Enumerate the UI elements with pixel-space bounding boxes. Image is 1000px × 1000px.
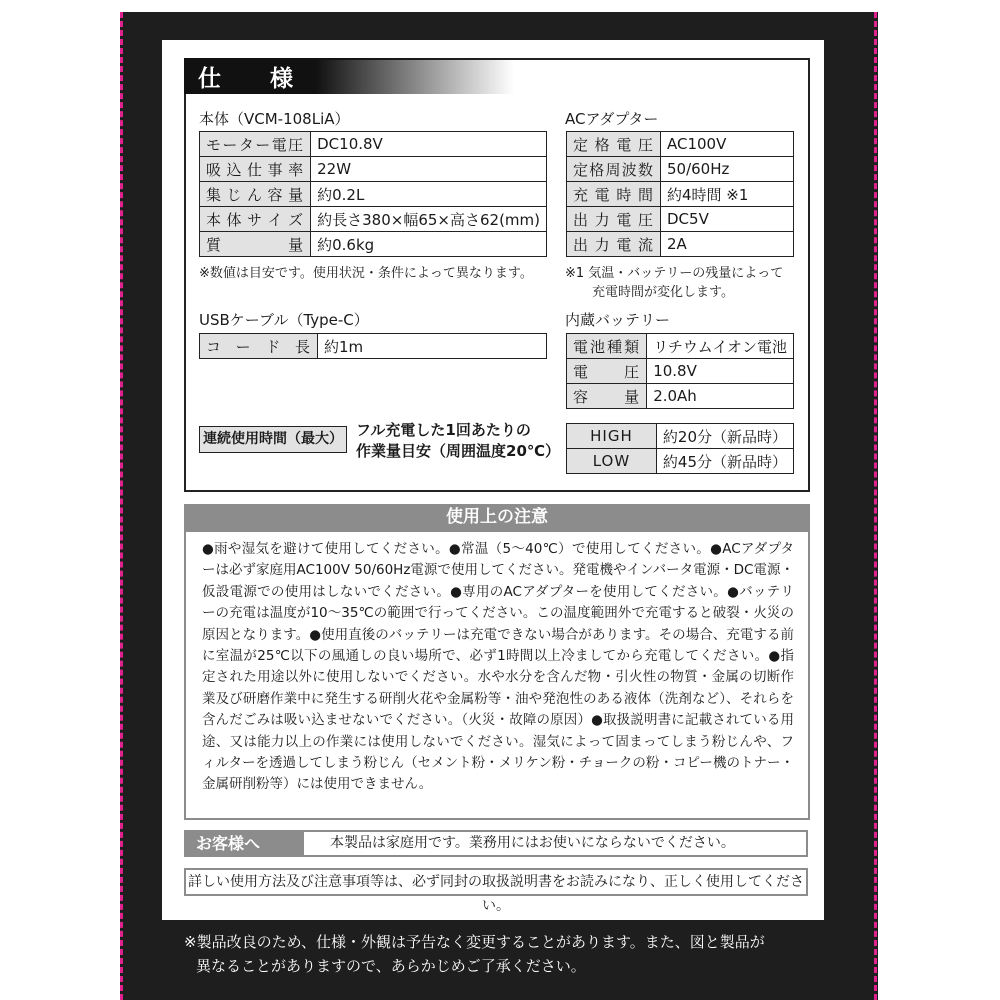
spec-label-text: 出 力 電 流 [573,235,654,254]
ac-adapter-spec-value: AC100V [661,132,794,157]
battery-spec-row [567,359,794,384]
main-unit-title: 本体（VCM-108LiA） [199,110,350,128]
main-unit-spec-label [200,207,311,232]
spec-label-text: モ ー タ ー 電 圧 [206,135,305,154]
caution-body: ●雨や湿気を避けて使用してください。●常温（5〜40℃）で使用してください。●ACアダプターは必ず家庭用AC100V 50/60Hz電源で使用してください。発電機やインバータ電源・DC電源・仮設電源での使用はしないでください。●専用のACアダプターを使用してください。●バッテリーの充電は温度が10〜35℃の範囲で行ってください。この温度範囲外で充電すると破裂・火災の原因となります。●使用直後のバッテリーは充電できない場合があります。その場合、充電する前に室温が25℃以下の風通しの良い場所で、必ず1時間以上冷ましてから充電してください。●指定された用途以外に使用しないでください。水や水分を含んだ物・引火性の物質・金属の切断作業及び研磨作業中に発生する研削火花や金属粉等・油や発泡性のある液体（洗剤など）、それらを含んだごみは吸い込ませないでください。（火災・故障の原因）●取扱説明書に記載されている用途、又は能力以上の作業には使用しないでください。湿気によって固まってしまう粉じんや、フィルターを透過してしまう粉じん（セメント粉・メリケン粉・チョークの粉・コピー機のトナー・金属研削粉等）には使用できません。 [202,541,794,793]
battery-spec-value: リチウムイオン電池 [647,334,794,359]
spec-label-text: 充 電 時 間 [573,185,654,204]
ac-adapter-spec-value: 2A [661,232,794,257]
runtime-label: LOW [567,449,657,474]
main-unit-spec-row [200,157,547,182]
ac-adapter-spec-label [567,207,661,232]
spec-label-text: 質 量 [206,235,305,254]
ac-adapter-note-1: ※1 気温・バッテリーの残量によって [565,266,784,281]
ac-adapter-title: ACアダプター [565,110,659,128]
battery-spec-label [567,359,647,384]
battery-spec-value: 2.0Ah [647,384,794,409]
main-unit-spec-value: 約0.2L [311,182,547,207]
ac-adapter-spec-row [567,132,794,157]
main-unit-spec-value: DC10.8V [311,132,547,157]
ac-adapter-spec-label [567,132,661,157]
spec-label-text: 本 体 サ イ ズ [206,210,305,229]
ac-adapter-spec-label [567,157,661,182]
main-unit-spec-value: 約0.6kg [311,232,547,257]
spec-header [184,58,514,94]
battery-title: 内蔵バッテリー [565,311,671,329]
ac-adapter-spec-value: DC5V [661,207,794,232]
battery-spec-row [567,334,794,359]
caution-box [184,530,810,820]
battery-spec-label [567,384,647,409]
main-unit-note: ※数値は目安です。使用状況・条件によって異なります。 [199,266,533,281]
manual-notice: 詳しい使用方法及び注意事項等は、必ず同封の取扱説明書をお読みになり、正しく使用してください。 [184,868,808,896]
ac-adapter-spec-row [567,157,794,182]
battery-spec-label [567,334,647,359]
ac-adapter-note-2: 充電時間が変化します。 [592,285,734,300]
spec-label-text: 出 力 電 圧 [573,210,654,229]
battery-table [566,333,794,409]
usb-cable-table [199,333,547,359]
spec-label-text: 電 池 種 類 [573,337,641,356]
runtime-table [566,423,794,474]
main-unit-spec-label [200,132,311,157]
battery-spec-row [567,384,794,409]
runtime-value: 約45分（新品時） [656,449,793,474]
dashed-border-right [874,12,877,1000]
main-unit-spec-row [200,182,547,207]
ac-adapter-spec-value: 50/60Hz [661,157,794,182]
battery-spec-value: 10.8V [647,359,794,384]
runtime-label: HIGH [567,424,657,449]
continuous-use-desc [356,420,560,462]
ac-adapter-spec-row [567,182,794,207]
ac-adapter-spec-value: 約4時間 ※1 [661,182,794,207]
continuous-use-label: 連続使用時間（最大） [199,426,347,453]
spec-header-char-2: 様 [270,66,293,92]
footer-line-2: 異なることがありますので、あらかじめご了承ください。 [196,957,586,975]
runtime-row [567,449,794,474]
dashed-border-left [120,12,123,1000]
spec-label-text: 定 格 周 波 数 [573,160,654,179]
continuous-use-desc-2: 作業量目安（周囲温度20℃） [356,442,561,460]
usb-cable-title: USBケーブル（Type-C） [199,311,369,329]
main-unit-spec-row [200,132,547,157]
spec-label-text: 吸 込 仕 事 率 [206,160,305,179]
ac-adapter-spec-label [567,232,661,257]
main-unit-spec-label [200,157,311,182]
spec-label-text: 定 格 電 圧 [573,135,654,154]
main-unit-spec-value: 22W [311,157,547,182]
continuous-use-desc-1: フル充電した1回あたりの [356,421,531,439]
spec-label-text: コ ー ド 長 [206,337,311,356]
spec-label-text: 集 じ ん 容 量 [206,185,305,204]
spec-label-text: 容 量 [573,387,641,406]
footer-line-1: ※製品改良のため、仕様・外観は予告なく変更することがあります。また、図と製品が [184,933,765,951]
spec-label-text: 電 圧 [573,362,641,381]
ac-adapter-spec-label [567,182,661,207]
footer-disclaimer [184,930,824,978]
main-unit-spec-value: 約長さ380×幅65×高さ62(mm) [311,207,547,232]
main-unit-spec-row [200,232,547,257]
ac-adapter-table [566,131,794,257]
main-unit-spec-label [200,232,311,257]
main-unit-spec-label [200,182,311,207]
customer-text: 本製品は家庭用です。業務用にはお使いにならないでください。 [302,830,808,857]
ac-adapter-spec-row [567,207,794,232]
runtime-value: 約20分（新品時） [656,424,793,449]
usb-cable-spec-row [200,334,547,359]
caution-title: 使用上の注意 [184,504,810,530]
customer-label: お客様へ [184,830,302,857]
usb-cable-spec-label [200,334,318,359]
ac-adapter-spec-row [567,232,794,257]
main-unit-table [199,131,547,257]
usb-cable-spec-value: 約1m [318,334,547,359]
runtime-row [567,424,794,449]
main-unit-spec-row [200,207,547,232]
spec-header-char-1: 仕 [198,66,221,92]
